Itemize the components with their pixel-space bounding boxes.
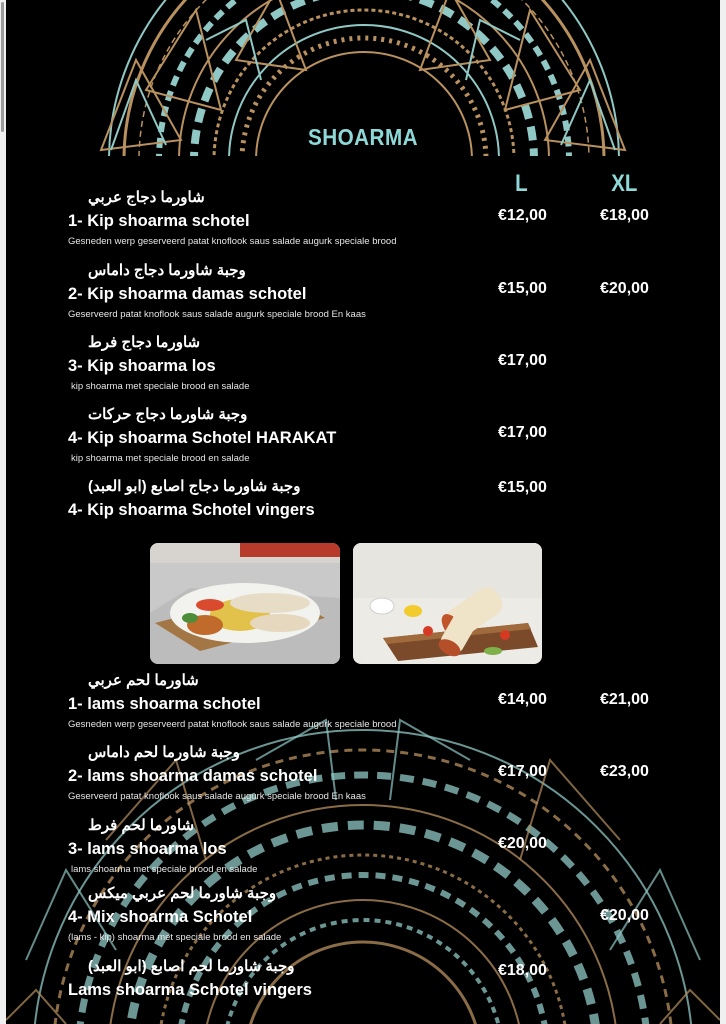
price-l: €18,00	[498, 962, 547, 979]
item-name: 2- lams shoarma damas schotel	[68, 767, 318, 785]
price-l: €17,00	[498, 424, 547, 441]
price-xl: €23,00	[600, 763, 649, 780]
price-xl: €21,00	[600, 691, 649, 708]
price-xl: €20,00	[600, 907, 649, 924]
price-l: €20,00	[498, 835, 547, 852]
item-name: 4- Kip shoarma Schotel vingers	[68, 501, 315, 519]
item-name: 3- lams shoarma los	[68, 840, 227, 858]
item-arabic-name: وجبة شاورما دجاج اصابع (ابو العبد)	[88, 478, 301, 495]
menu-item	[68, 405, 708, 465]
shawarma-wrap-photo	[353, 543, 542, 664]
page-edge	[720, 0, 726, 1024]
price-l: €15,00	[498, 479, 547, 496]
menu-item	[68, 333, 708, 393]
item-description: Geserveerd patat knoflook saus salade augurk speciale brood En kaas	[68, 309, 366, 320]
price-l: €12,00	[498, 207, 547, 224]
item-arabic-name: وجبة شاورما لحم داماس	[88, 744, 240, 761]
item-name: Lams shoarma Schotel vingers	[68, 981, 312, 999]
column-header-xl: XL	[611, 170, 638, 197]
column-header-l: L	[515, 170, 528, 197]
shawarma-platter-image	[150, 543, 340, 664]
item-description: Gesneden werp geserveerd patat knoflook saus salade augurk speciale brood	[68, 236, 397, 247]
price-l: €15,00	[498, 280, 547, 297]
item-description: Geserveerd patat knoflook saus salade augurk speciale brood En kaas	[68, 791, 366, 802]
price-xl: €18,00	[600, 207, 649, 224]
section-title: SHOARMA	[307, 124, 419, 150]
item-description: lams shoarma met speciale brood en salade	[71, 864, 258, 875]
item-arabic-name: شاورما لحم فرط	[88, 817, 195, 834]
item-arabic-name: شاورما دجاج عربي	[88, 189, 205, 206]
item-arabic-name: وجبة شاورما لحم عربي ميكس	[88, 885, 277, 902]
shawarma-wrap-image	[353, 543, 542, 664]
shawarma-platter-photo	[150, 543, 340, 664]
item-description: (lams - kip) shoarma met speciale brood en salade	[68, 932, 282, 943]
item-name: 2- Kip shoarma damas schotel	[68, 285, 307, 303]
menu-item	[68, 816, 708, 876]
item-name: 4- Kip shoarma Schotel HARAKAT	[68, 429, 337, 447]
menu-page	[6, 0, 720, 1024]
item-arabic-name: وجبة شاورما لحم اصابع (ابو العبد)	[88, 958, 295, 975]
menu-item	[68, 957, 708, 1017]
item-name: 4- Mix shoarma Schotel	[68, 908, 253, 926]
price-l: €17,00	[498, 352, 547, 369]
item-description: Gesneden werp geserveerd patat knoflook saus salade augurk speciale brood	[68, 719, 397, 730]
item-name: 1- lams shoarma schotel	[68, 695, 261, 713]
price-xl: €20,00	[600, 280, 649, 297]
item-arabic-name: وجبة شاورما دجاج حركات	[88, 406, 248, 423]
item-description: kip shoarma met speciale brood en salade	[71, 453, 250, 464]
item-name: 3- Kip shoarma los	[68, 357, 216, 375]
item-arabic-name: شاورما دجاج فرط	[88, 334, 201, 351]
item-description: kip shoarma met speciale brood en salade	[71, 381, 250, 392]
item-arabic-name: وجبة شاورما دجاج داماس	[88, 262, 246, 279]
menu-item	[68, 477, 708, 537]
price-l: €17,00	[498, 763, 547, 780]
price-l: €14,00	[498, 691, 547, 708]
item-name: 1- Kip shoarma schotel	[68, 212, 250, 230]
scrollbar-thumb[interactable]	[1, 2, 4, 132]
item-arabic-name: شاورما لحم عربي	[88, 672, 199, 689]
